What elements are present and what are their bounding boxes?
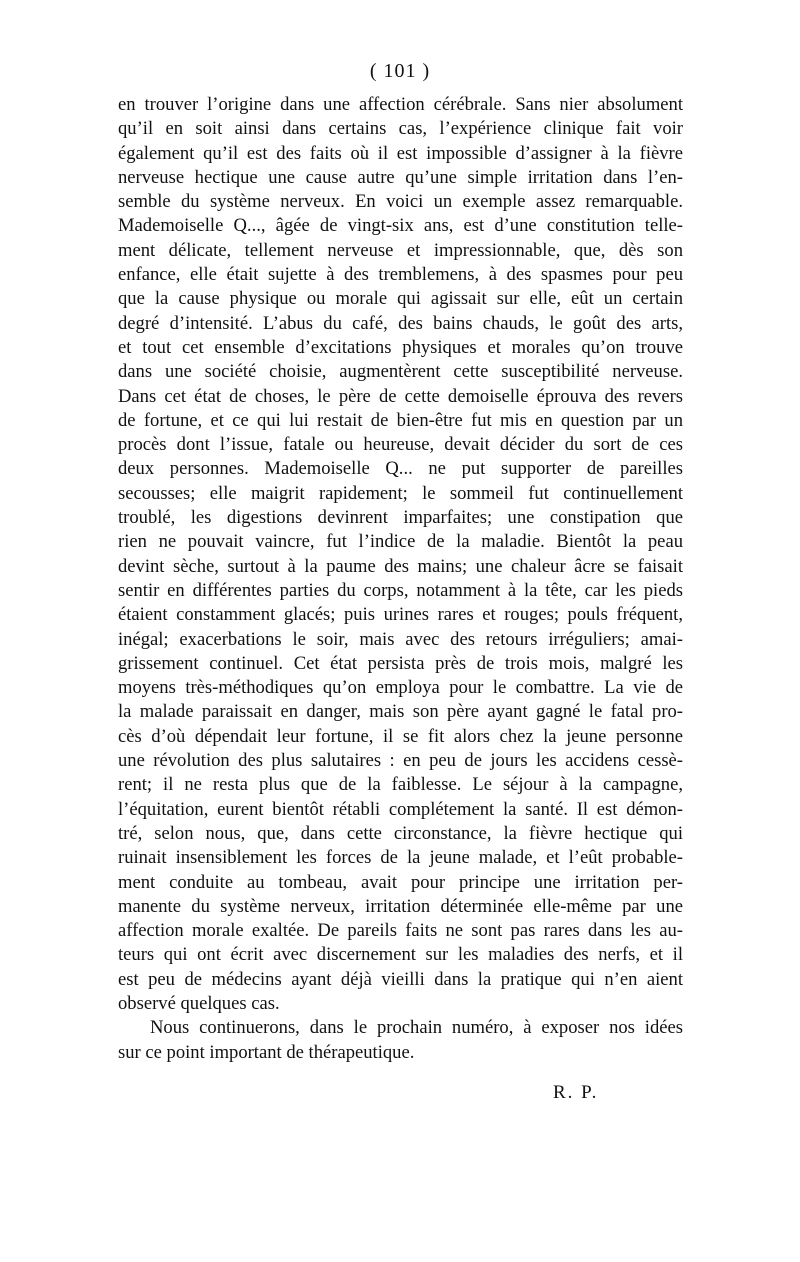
text-line: degré d’intensité. L’abus du café, des bains chauds, le goût des arts, (118, 312, 683, 334)
text-line: est peu de médecins ayant déjà vieilli dans la pratique qui n’en aient (118, 968, 683, 990)
text-line: inégal; exacerbations le soir, mais avec des retours irréguliers; amai- (118, 628, 683, 650)
text-line: enfance, elle était sujette à des tremblemens, à des spasmes pour peu (118, 264, 683, 286)
text-line: sur ce point important de thérapeutique. (118, 1041, 415, 1063)
text-line: de fortune, et ce qui lui restait de bien-être fut mis en question par un (118, 409, 683, 431)
text-line: la malade paraissait en danger, mais son père ayant gagné le fatal pro- (118, 701, 683, 723)
text-line: Mademoiselle Q..., âgée de vingt-six ans, est d’une constitution telle- (118, 215, 683, 237)
text-line: que la cause physique ou morale qui agissait sur elle, eût un certain (118, 288, 683, 310)
text-line: moyens très-méthodiques qu’on employa pour le combattre. La vie de (118, 677, 683, 699)
text-line: l’équitation, eurent bientôt rétabli complétement la santé. Il est démon- (118, 798, 683, 820)
author-signature: R. P. (553, 1082, 599, 1103)
text-line: devint sèche, surtout à la paume des mains; une chaleur âcre se faisait (118, 555, 683, 577)
text-line: procès dont l’issue, fatale ou heureuse, devait décider du sort de ces (118, 434, 683, 456)
text-line: rien ne pouvait vaincre, fut l’indice de la maladie. Bientôt la peau (118, 531, 683, 553)
body-text (118, 93, 683, 1065)
text-line: affection morale exaltée. De pareils faits ne sont pas rares dans les au- (118, 920, 683, 942)
text-line: rent; il ne resta plus que de la faiblesse. Le séjour à la campagne, (118, 774, 683, 796)
text-line: sentir en différentes parties du corps, notamment à la tête, car les pieds (118, 579, 683, 601)
text-line: troublé, les digestions devinrent imparfaites; une constipation que (118, 507, 683, 529)
text-line: Dans cet état de choses, le père de cette demoiselle éprouva des revers (118, 385, 683, 407)
text-line: grissement continuel. Cet état persista près de trois mois, malgré les (118, 652, 683, 674)
text-line: Nous continuerons, dans le prochain numéro, à exposer nos idées (150, 1017, 683, 1039)
paragraph (118, 1016, 683, 1065)
text-line: et tout cet ensemble d’excitations physiques et morales qu’on trouve (118, 336, 683, 358)
text-line: semble du système nerveux. En voici un exemple assez remarquable. (118, 191, 683, 213)
text-line: ruinait insensiblement les forces de la jeune malade, et l’eût probable- (118, 847, 683, 869)
text-line: une révolution des plus salutaires : en peu de jours les accidens cessè- (118, 750, 683, 772)
text-line: deux personnes. Mademoiselle Q... ne put supporter de pareilles (118, 458, 683, 480)
text-line: étaient constamment glacés; puis urines rares et rouges; pouls fréquent, (118, 604, 683, 626)
text-line: dans une société choisie, augmentèrent cette susceptibilité nerveuse. (118, 361, 683, 383)
paragraph (118, 93, 683, 1016)
text-line: nerveuse hectique une cause autre qu’une simple irritation dans l’en- (118, 166, 683, 188)
text-line: cès d’où dépendait leur fortune, il se fit alors chez la jeune personne (118, 725, 683, 747)
text-line: manente du système nerveux, irritation déterminée elle-même par une (118, 895, 683, 917)
text-line: ment conduite au tombeau, avait pour principe une irritation per- (118, 871, 683, 893)
text-line: qu’il en soit ainsi dans certains cas, l’expérience clinique fait voir (118, 118, 683, 140)
page-number: ( 101 ) (369, 60, 431, 82)
text-line: secousses; elle maigrit rapidement; le sommeil fut continuellement (118, 482, 683, 504)
text-line: tré, selon nous, que, dans cette circonstance, la fièvre hectique qui (118, 822, 683, 844)
text-line: teurs qui ont écrit avec discernement sur les maladies des nerfs, et il (118, 944, 683, 966)
text-line: en trouver l’origine dans une affection cérébrale. Sans nier absolument (118, 94, 683, 115)
text-line: observé quelques cas. (118, 992, 280, 1014)
text-line: ment délicate, tellement nerveuse et impressionnable, que, dès son (118, 239, 683, 261)
text-line: également qu’il est des faits où il est impossible d’assigner à la fièvre (118, 142, 683, 164)
